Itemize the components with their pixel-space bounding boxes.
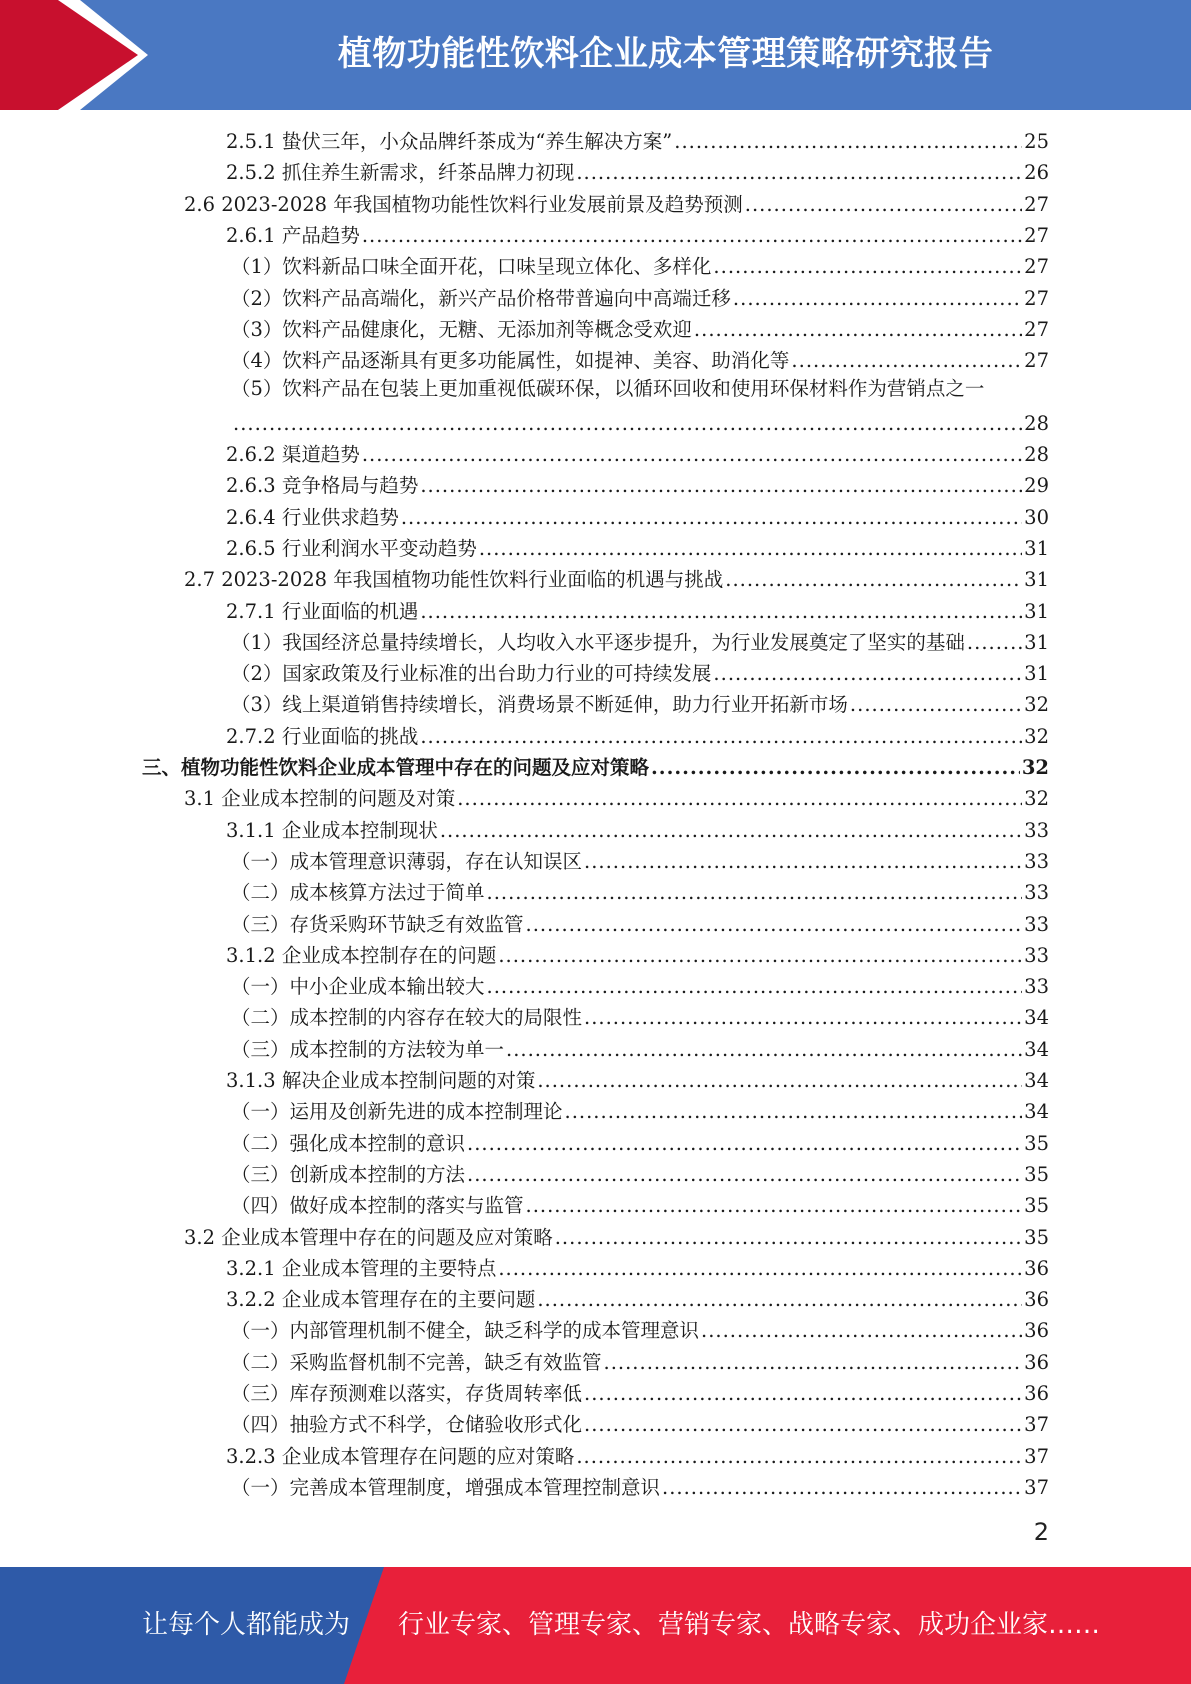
toc-entry-text: 3.1.3 解决企业成本控制问题的对策	[226, 1069, 536, 1092]
toc-page-number: 27	[1024, 192, 1049, 216]
toc-leader-dots	[651, 755, 1020, 781]
toc-entry-text: （3）饮料产品健康化，无糖、无添加剂等概念受欢迎	[231, 317, 692, 341]
toc-entry[interactable]	[231, 1000, 1049, 1031]
toc-page-number: 35	[1024, 1194, 1049, 1218]
toc-leader-dots	[584, 1005, 1022, 1031]
toc-entry[interactable]	[226, 1282, 1049, 1313]
footer-slogan-roles: 行业专家、管理专家、营销专家、战略专家、成功企业家……	[398, 1610, 1101, 1640]
toc-entry-text: （一）内部管理机制不健全，缺乏科学的成本管理意识	[231, 1319, 700, 1343]
toc-entry-text: （一）运用及创新先进的成本控制理论	[231, 1100, 563, 1124]
toc-entry-text: 2.6.2 渠道趋势	[226, 443, 360, 466]
toc-leader-dots	[576, 1444, 1022, 1470]
toc-leader-dots	[506, 1037, 1022, 1063]
toc-entry-text: 2.7.2 行业面临的挑战	[226, 724, 419, 748]
toc-entry[interactable]	[231, 343, 1049, 374]
toc-page-number: 25	[1024, 130, 1049, 153]
toc-entry-text: 2.6.3 竞争格局与趋势	[226, 474, 419, 498]
toc-entry-text: （三）创新成本控制的方法	[231, 1162, 466, 1186]
toc-leader-dots	[537, 1068, 1022, 1094]
toc-leader-dots	[440, 818, 1022, 844]
page-number: 2	[1033, 1518, 1049, 1546]
toc-page-number: 28	[1024, 411, 1049, 435]
toc-entry[interactable]	[231, 1094, 1049, 1125]
toc-leader-dots	[662, 1475, 1022, 1501]
toc-page-number: 31	[1024, 536, 1049, 560]
toc-leader-dots	[701, 1318, 1022, 1344]
toc-entry-text: 2.5.1 蛰伏三年，小众品牌纤茶成为“养生解决方案”	[226, 130, 673, 153]
toc-entry-text: （二）成本控制的内容存在较大的局限性	[231, 1006, 583, 1030]
toc-entry[interactable]	[231, 969, 1049, 1000]
toc-page-number: 27	[1024, 286, 1049, 310]
toc-entry-text: 3.1.2 企业成本控制存在的问题	[226, 943, 497, 967]
toc-entry-text: 2.6.4 行业供求趋势	[226, 505, 399, 529]
toc-entry-text: （一）完善成本管理制度，增强成本管理控制意识	[231, 1475, 661, 1499]
toc-page-number: 27	[1024, 349, 1049, 373]
toc-entry[interactable]	[231, 907, 1049, 938]
toc-page-number: 34	[1024, 1100, 1049, 1124]
toc-entry[interactable]	[226, 1439, 1049, 1470]
toc-entry-text: （4）饮料产品逐渐具有更多功能属性，如提神、美容、助消化等	[231, 349, 790, 373]
toc-entry[interactable]	[226, 1251, 1049, 1282]
footer-slogan-lead: 让每个人都能成为	[142, 1610, 351, 1640]
toc-page-number: 37	[1024, 1413, 1049, 1437]
toc-leader-dots	[233, 411, 1022, 437]
page-footer	[0, 1567, 1191, 1684]
toc-leader-dots	[467, 1162, 1022, 1188]
toc-page-number: 31	[1024, 630, 1049, 654]
toc-entry[interactable]	[226, 813, 1049, 844]
toc-leader-dots	[498, 1256, 1022, 1282]
toc-leader-dots	[967, 630, 1022, 656]
toc-entry-text: （3）线上渠道销售持续增长，消费场景不断延伸，助力行业开拓新市场	[231, 693, 848, 717]
toc-entry[interactable]	[231, 406, 1049, 437]
toc-leader-dots	[537, 1287, 1022, 1313]
toc-entry-text: 2.6.1 产品趋势	[226, 223, 360, 247]
toc-leader-dots	[420, 599, 1022, 625]
toc-entry[interactable]	[231, 687, 1049, 718]
report-title: 植物功能性饮料企业成本管理策略研究报告	[337, 34, 994, 74]
toc-entry-text: （三）成本控制的方法较为单一	[231, 1037, 505, 1061]
toc-leader-dots	[850, 692, 1022, 718]
toc-leader-dots	[791, 348, 1022, 374]
toc-page-number: 31	[1024, 599, 1049, 623]
toc-entry[interactable]	[231, 281, 1049, 312]
toc-page-number: 28	[1024, 443, 1049, 466]
toc-leader-dots	[498, 943, 1022, 969]
toc-entry-text: （一）成本管理意识薄弱，存在认知误区	[231, 849, 583, 873]
toc-leader-dots	[584, 1412, 1022, 1438]
toc-entry-text: （二）成本核算方法过于简单	[231, 881, 485, 905]
toc-entry-text: （2）饮料产品高端化，新兴产品价格带普遍向中高端迁移	[231, 286, 731, 310]
toc-entry-text: 2.7.1 行业面临的机遇	[226, 599, 419, 623]
toc-entry-text: 3.1 企业成本控制的问题及对策	[184, 787, 456, 811]
toc-entry[interactable]	[231, 844, 1049, 875]
toc-leader-dots	[487, 974, 1023, 1000]
toc-page-number: 35	[1024, 1131, 1049, 1155]
toc-page-number: 34	[1024, 1037, 1049, 1061]
toc-entry[interactable]	[226, 124, 1049, 155]
toc-entry[interactable]	[184, 781, 1049, 812]
toc-page-number: 33	[1024, 881, 1049, 905]
toc-entry-text: 2.6 2023-2028 年我国植物功能性饮料行业发展前景及趋势预测	[184, 192, 743, 216]
toc-leader-dots	[745, 192, 1022, 218]
toc-leader-dots	[401, 505, 1022, 531]
toc-entry[interactable]	[231, 1157, 1049, 1188]
toc-page-number: 33	[1024, 849, 1049, 873]
toc-page-number: 37	[1024, 1444, 1049, 1468]
toc-entry[interactable]	[231, 1407, 1049, 1438]
toc-page-number: 27	[1024, 317, 1049, 341]
toc-leader-dots	[694, 317, 1022, 343]
toc-entry[interactable]	[226, 468, 1049, 499]
toc-entry[interactable]	[226, 594, 1049, 625]
toc-leader-dots	[362, 223, 1022, 249]
toc-leader-dots	[674, 129, 1022, 155]
toc-entry-text: 3.2.2 企业成本管理存在的主要问题	[226, 1288, 536, 1312]
toc-leader-dots	[457, 786, 1022, 812]
toc-leader-dots	[479, 536, 1022, 562]
toc-entry[interactable]	[231, 1126, 1049, 1157]
toc-entry-text: 2.6.5 行业利润水平变动趋势	[226, 536, 477, 560]
toc-entry-text: （四）抽验方式不科学，仓储验收形式化	[231, 1413, 583, 1437]
toc-page-number: 36	[1024, 1256, 1049, 1280]
toc-entry-text: （二）采购监督机制不完善，缺乏有效监管	[231, 1350, 602, 1374]
toc-entry-text: 3.2.3 企业成本管理存在问题的应对策略	[226, 1444, 575, 1468]
toc-leader-dots	[713, 254, 1022, 280]
toc-leader-dots	[526, 1193, 1023, 1219]
toc-entry[interactable]	[231, 1313, 1049, 1344]
toc-entry-text: （四）做好成本控制的落实与监管	[231, 1194, 524, 1218]
toc-entry-text: （5）饮料产品在包装上更加重视低碳环保，以循环回收和使用环保材料作为营销点之一	[231, 377, 985, 401]
toc-leader-dots	[584, 849, 1022, 875]
toc-leader-dots	[420, 724, 1022, 750]
toc-entry-text: （三）库存预测难以落实，存货周转率低	[231, 1382, 583, 1405]
toc-page-number: 31	[1024, 662, 1049, 686]
toc-leader-dots	[584, 1381, 1022, 1407]
toc-entry[interactable]	[226, 531, 1049, 562]
toc-page-number: 32	[1024, 724, 1049, 748]
toc-entry-text: （一）中小企业成本输出较大	[231, 975, 485, 999]
toc-entry[interactable]	[226, 719, 1049, 750]
toc-page-number: 32	[1021, 756, 1049, 779]
toc-entry[interactable]	[226, 1063, 1049, 1094]
toc-page-number: 26	[1024, 161, 1049, 185]
toc-page-number: 36	[1024, 1350, 1049, 1374]
toc-entry[interactable]	[226, 938, 1049, 969]
toc-entry[interactable]	[231, 1376, 1049, 1407]
toc-entry-text: （2）国家政策及行业标准的出台助力行业的可持续发展	[231, 662, 712, 686]
toc-entry[interactable]	[184, 1220, 1049, 1251]
toc-leader-dots	[467, 1131, 1022, 1157]
toc-entry[interactable]	[226, 437, 1049, 468]
toc-page-number: 29	[1024, 474, 1049, 498]
toc-entry[interactable]	[231, 1345, 1049, 1376]
toc-page-number: 31	[1024, 568, 1049, 592]
toc-page-number: 27	[1024, 223, 1049, 247]
toc-page-number: 36	[1024, 1319, 1049, 1343]
toc-entry[interactable]	[231, 625, 1049, 656]
toc-leader-dots	[713, 661, 1022, 687]
toc-entry[interactable]	[231, 1032, 1049, 1063]
toc-entry[interactable]	[226, 500, 1049, 531]
toc-page-number: 27	[1024, 255, 1049, 279]
toc-entry[interactable]	[231, 249, 1049, 280]
toc-entry[interactable]	[231, 875, 1049, 906]
toc-page-number: 35	[1024, 1225, 1049, 1249]
toc-page-number: 32	[1024, 787, 1049, 811]
toc-entry-text: 三、植物功能性饮料企业成本管理中存在的问题及应对策略	[142, 756, 650, 779]
toc-entry[interactable]	[231, 312, 1049, 343]
toc-entry[interactable]	[231, 1470, 1049, 1501]
toc-leader-dots	[555, 1225, 1022, 1251]
toc-entry-text: （1）我国经济总量持续增长，人均收入水平逐步提升，为行业发展奠定了坚实的基础	[231, 630, 965, 654]
toc-leader-dots	[733, 286, 1022, 312]
toc-entry-text: （三）存货采购环节缺乏有效监管	[231, 912, 524, 936]
toc-page-number: 36	[1024, 1288, 1049, 1312]
toc-leader-dots	[526, 912, 1023, 938]
toc-leader-dots	[604, 1350, 1023, 1376]
toc-page-number: 33	[1024, 943, 1049, 967]
toc-page-number: 30	[1024, 505, 1049, 529]
toc-page-number: 35	[1024, 1162, 1049, 1186]
toc-page-number: 34	[1024, 1006, 1049, 1030]
toc-leader-dots	[362, 442, 1022, 468]
toc-page-number: 32	[1024, 693, 1049, 717]
toc-page-number: 33	[1024, 818, 1049, 842]
toc-chapter-entry[interactable]	[142, 750, 1049, 781]
toc-entry-text: 3.2 企业成本管理中存在的问题及应对策略	[184, 1225, 553, 1249]
toc-leader-dots	[725, 567, 1022, 593]
toc-entry[interactable]	[184, 187, 1049, 218]
toc-leader-dots	[576, 160, 1022, 186]
toc-entry-text: （二）强化成本控制的意识	[231, 1131, 466, 1155]
toc-page-number: 33	[1024, 975, 1049, 999]
toc-entry-text: 2.5.2 抓住养生新需求，纤茶品牌力初现	[226, 161, 575, 185]
toc-entry[interactable]	[184, 562, 1049, 593]
toc-entry[interactable]	[231, 656, 1049, 687]
toc-page-number: 36	[1024, 1382, 1049, 1405]
toc-leader-dots	[487, 880, 1023, 906]
page-header	[0, 0, 1191, 110]
toc-entry-text: 3.2.1 企业成本管理的主要特点	[226, 1256, 497, 1280]
toc-page-number: 37	[1024, 1475, 1049, 1499]
toc-entry-text: 3.1.1 企业成本控制现状	[226, 818, 438, 842]
toc-leader-dots	[420, 473, 1022, 499]
toc-entry[interactable]	[226, 218, 1049, 249]
toc-page-number: 34	[1024, 1069, 1049, 1092]
toc-entry[interactable]	[226, 155, 1049, 186]
toc-entry-text: 2.7 2023-2028 年我国植物功能性饮料行业面临的机遇与挑战	[184, 568, 724, 592]
toc-entry[interactable]	[231, 1188, 1049, 1219]
toc-leader-dots	[565, 1099, 1023, 1125]
toc-entry-text: （1）饮料新品口味全面开花，口味呈现立体化、多样化	[231, 255, 712, 279]
toc-page-number: 33	[1024, 912, 1049, 936]
